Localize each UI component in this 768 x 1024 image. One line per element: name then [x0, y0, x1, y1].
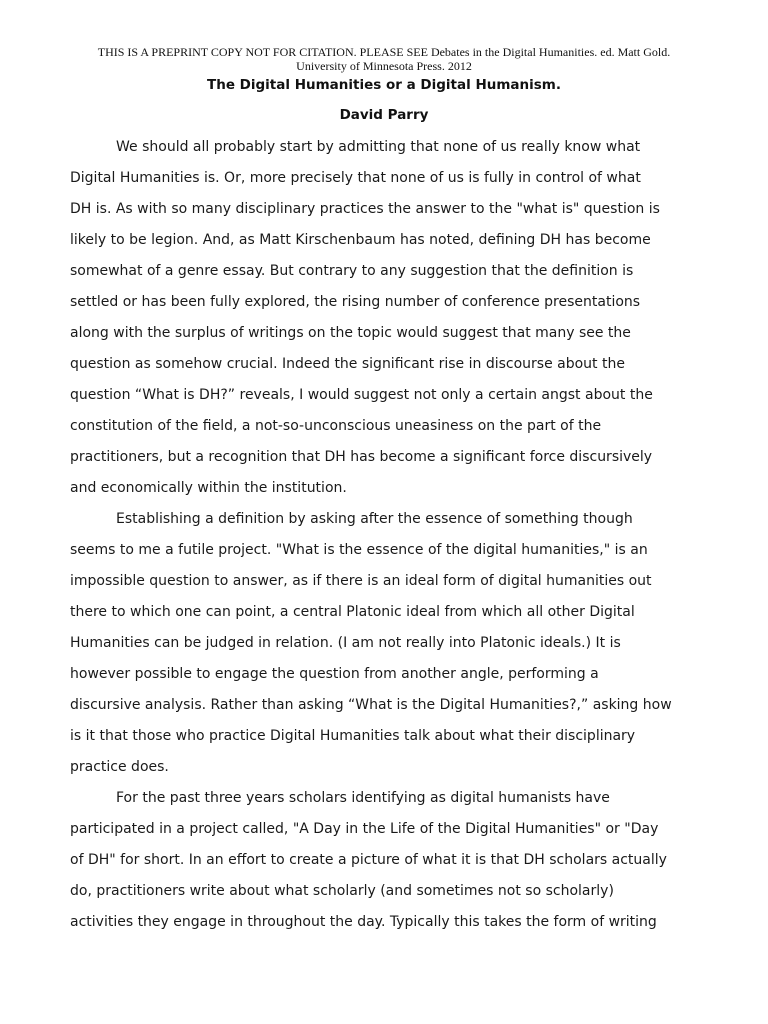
- body-line: however possible to engage the question from another angle, performing a: [70, 666, 599, 682]
- body-line: question as somehow crucial. Indeed the significant rise in discourse about the: [70, 356, 625, 372]
- body-line: Establishing a definition by asking after the essence of something though: [116, 511, 633, 527]
- body-line: seems to me a futile project. "What is the essence of the digital humanities," is an: [70, 542, 648, 558]
- preprint-notice-line-1: THIS IS A PREPRINT COPY NOT FOR CITATION. PLEASE SEE Debates in the Digital Humanities. ed. Matt Gold.: [97, 45, 671, 59]
- body-line: We should all probably start by admitting that none of us really know what: [116, 139, 641, 155]
- body-line: along with the surplus of writings on the topic would suggest that many see the: [70, 325, 631, 341]
- body-line: constitution of the field, a not-so-unconscious uneasiness on the part of the: [70, 418, 602, 434]
- body-line: impossible question to answer, as if there is an ideal form of digital humanities out: [70, 573, 652, 589]
- body-line: For the past three years scholars identifying as digital humanists have: [116, 790, 610, 806]
- body-line: of DH" for short. In an effort to create a picture of what it is that DH scholars actually: [70, 852, 667, 868]
- article-author: David Parry: [339, 107, 429, 123]
- body-line: discursive analysis. Rather than asking “What is the Digital Humanities?,” asking how: [70, 697, 672, 713]
- body-line: practice does.: [70, 759, 169, 775]
- article-title: The Digital Humanities or a Digital Humanism.: [207, 77, 561, 93]
- body-line: participated in a project called, "A Day in the Life of the Digital Humanities" or "Day: [70, 821, 659, 837]
- body-line: and economically within the institution.: [70, 480, 347, 496]
- body-line: Digital Humanities is. Or, more precisely that none of us is fully in control of what: [70, 170, 641, 186]
- body-line: DH is. As with so many disciplinary practices the answer to the "what is" question is: [70, 201, 660, 217]
- body-line: somewhat of a genre essay. But contrary to any suggestion that the definition is: [70, 263, 634, 279]
- body-line: is it that those who practice Digital Humanities talk about what their disciplinary: [70, 728, 636, 744]
- body-line: Humanities can be judged in relation. (I am not really into Platonic ideals.) It is: [70, 635, 621, 651]
- body-line: activities they engage in throughout the day. Typically this takes the form of writing: [70, 914, 657, 930]
- body-line: practitioners, but a recognition that DH has become a significant force discursively: [70, 449, 653, 465]
- body-line: likely to be legion. And, as Matt Kirschenbaum has noted, defining DH has become: [70, 232, 651, 248]
- preprint-notice-line-2: University of Minnesota Press. 2012: [296, 59, 472, 73]
- body-line: settled or has been fully explored, the rising number of conference presentations: [70, 294, 641, 310]
- body-line: do, practitioners write about what scholarly (and sometimes not so scholarly): [70, 883, 614, 899]
- body-line: there to which one can point, a central Platonic ideal from which all other Digital: [70, 604, 635, 620]
- body-line: question “What is DH?” reveals, I would suggest not only a certain angst about the: [70, 387, 653, 403]
